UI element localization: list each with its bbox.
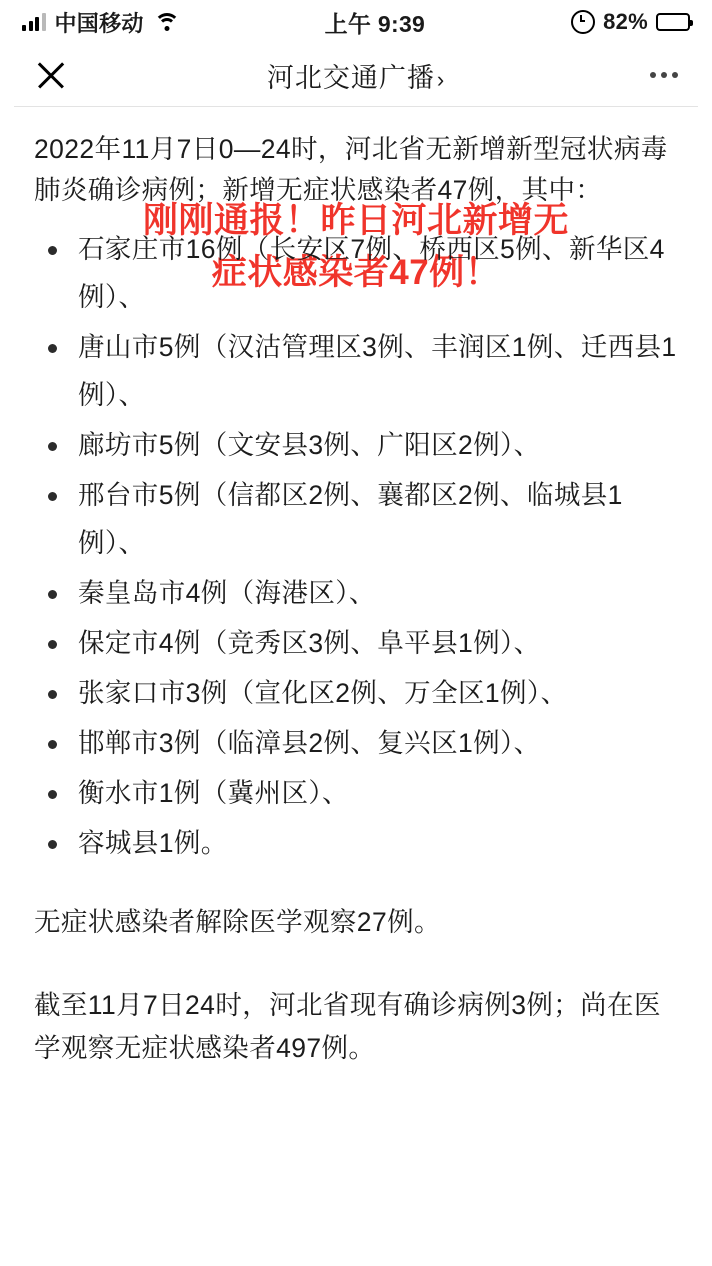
carrier-label: 中国移动: [54, 10, 144, 36]
list-item: 衡水市1例（冀州区）、: [34, 769, 678, 817]
nav-bar: [0, 44, 712, 106]
chevron-right-icon: ›: [436, 66, 446, 92]
list-item: 唐山市5例（汉沽管理区3例、丰润区1例、迁西县1例）、: [34, 323, 678, 419]
list-item: 邢台市5例（信都区2例、襄都区2例、临城县1例）、: [34, 471, 678, 567]
article-paragraph-summary: 截至11月7日24时，河北省现有确诊病例3例；尚在医学观察无症状感染者497例。: [34, 990, 661, 1063]
status-bar: [0, 0, 712, 44]
list-item: 张家口市3例（宣化区2例、万全区1例）、: [34, 669, 678, 717]
article-paragraph-observation-released: 无症状感染者解除医学观察27例。: [34, 907, 441, 937]
city-case-list: [34, 225, 678, 867]
list-item: 邯郸市3例（临漳县2例、复兴区1例）、: [34, 719, 678, 767]
list-item: 廊坊市5例（文安县3例、广阳区2例）、: [34, 421, 678, 469]
signal-bars-icon: [22, 13, 46, 31]
alarm-icon: [571, 10, 595, 34]
list-item: 容城县1例。: [34, 819, 678, 867]
status-bar-clock: 上午 9:39: [324, 10, 426, 37]
list-item: 秦皇岛市4例（海港区）、: [34, 569, 678, 617]
battery-icon: [656, 13, 690, 31]
battery-percent-label: 82%: [603, 9, 648, 34]
more-options-icon[interactable]: [650, 72, 678, 78]
status-bar-right: [571, 9, 690, 35]
article-body: [0, 107, 712, 1070]
wifi-icon: [155, 13, 179, 31]
overlay-banner-line-2: 症状感染者47例！: [211, 253, 501, 292]
list-item: 石家庄市16例（长安区7例、桥西区5例、新华区4例）、: [34, 225, 678, 321]
article-lead-paragraph: 2022年11月7日0—24时，河北省无新增新型冠状病毒肺炎确诊病例；新增无症状感染者47例，其中：: [34, 134, 668, 205]
nav-title-text: 河北交通广播: [266, 62, 435, 93]
status-bar-left: [22, 7, 179, 38]
overlay-banner-line-1: 刚刚通报！昨日河北新增无: [142, 201, 569, 240]
close-icon[interactable]: [34, 58, 68, 92]
page-title: [0, 56, 712, 95]
list-item: 保定市4例（竞秀区3例、阜平县1例）、: [34, 619, 678, 667]
